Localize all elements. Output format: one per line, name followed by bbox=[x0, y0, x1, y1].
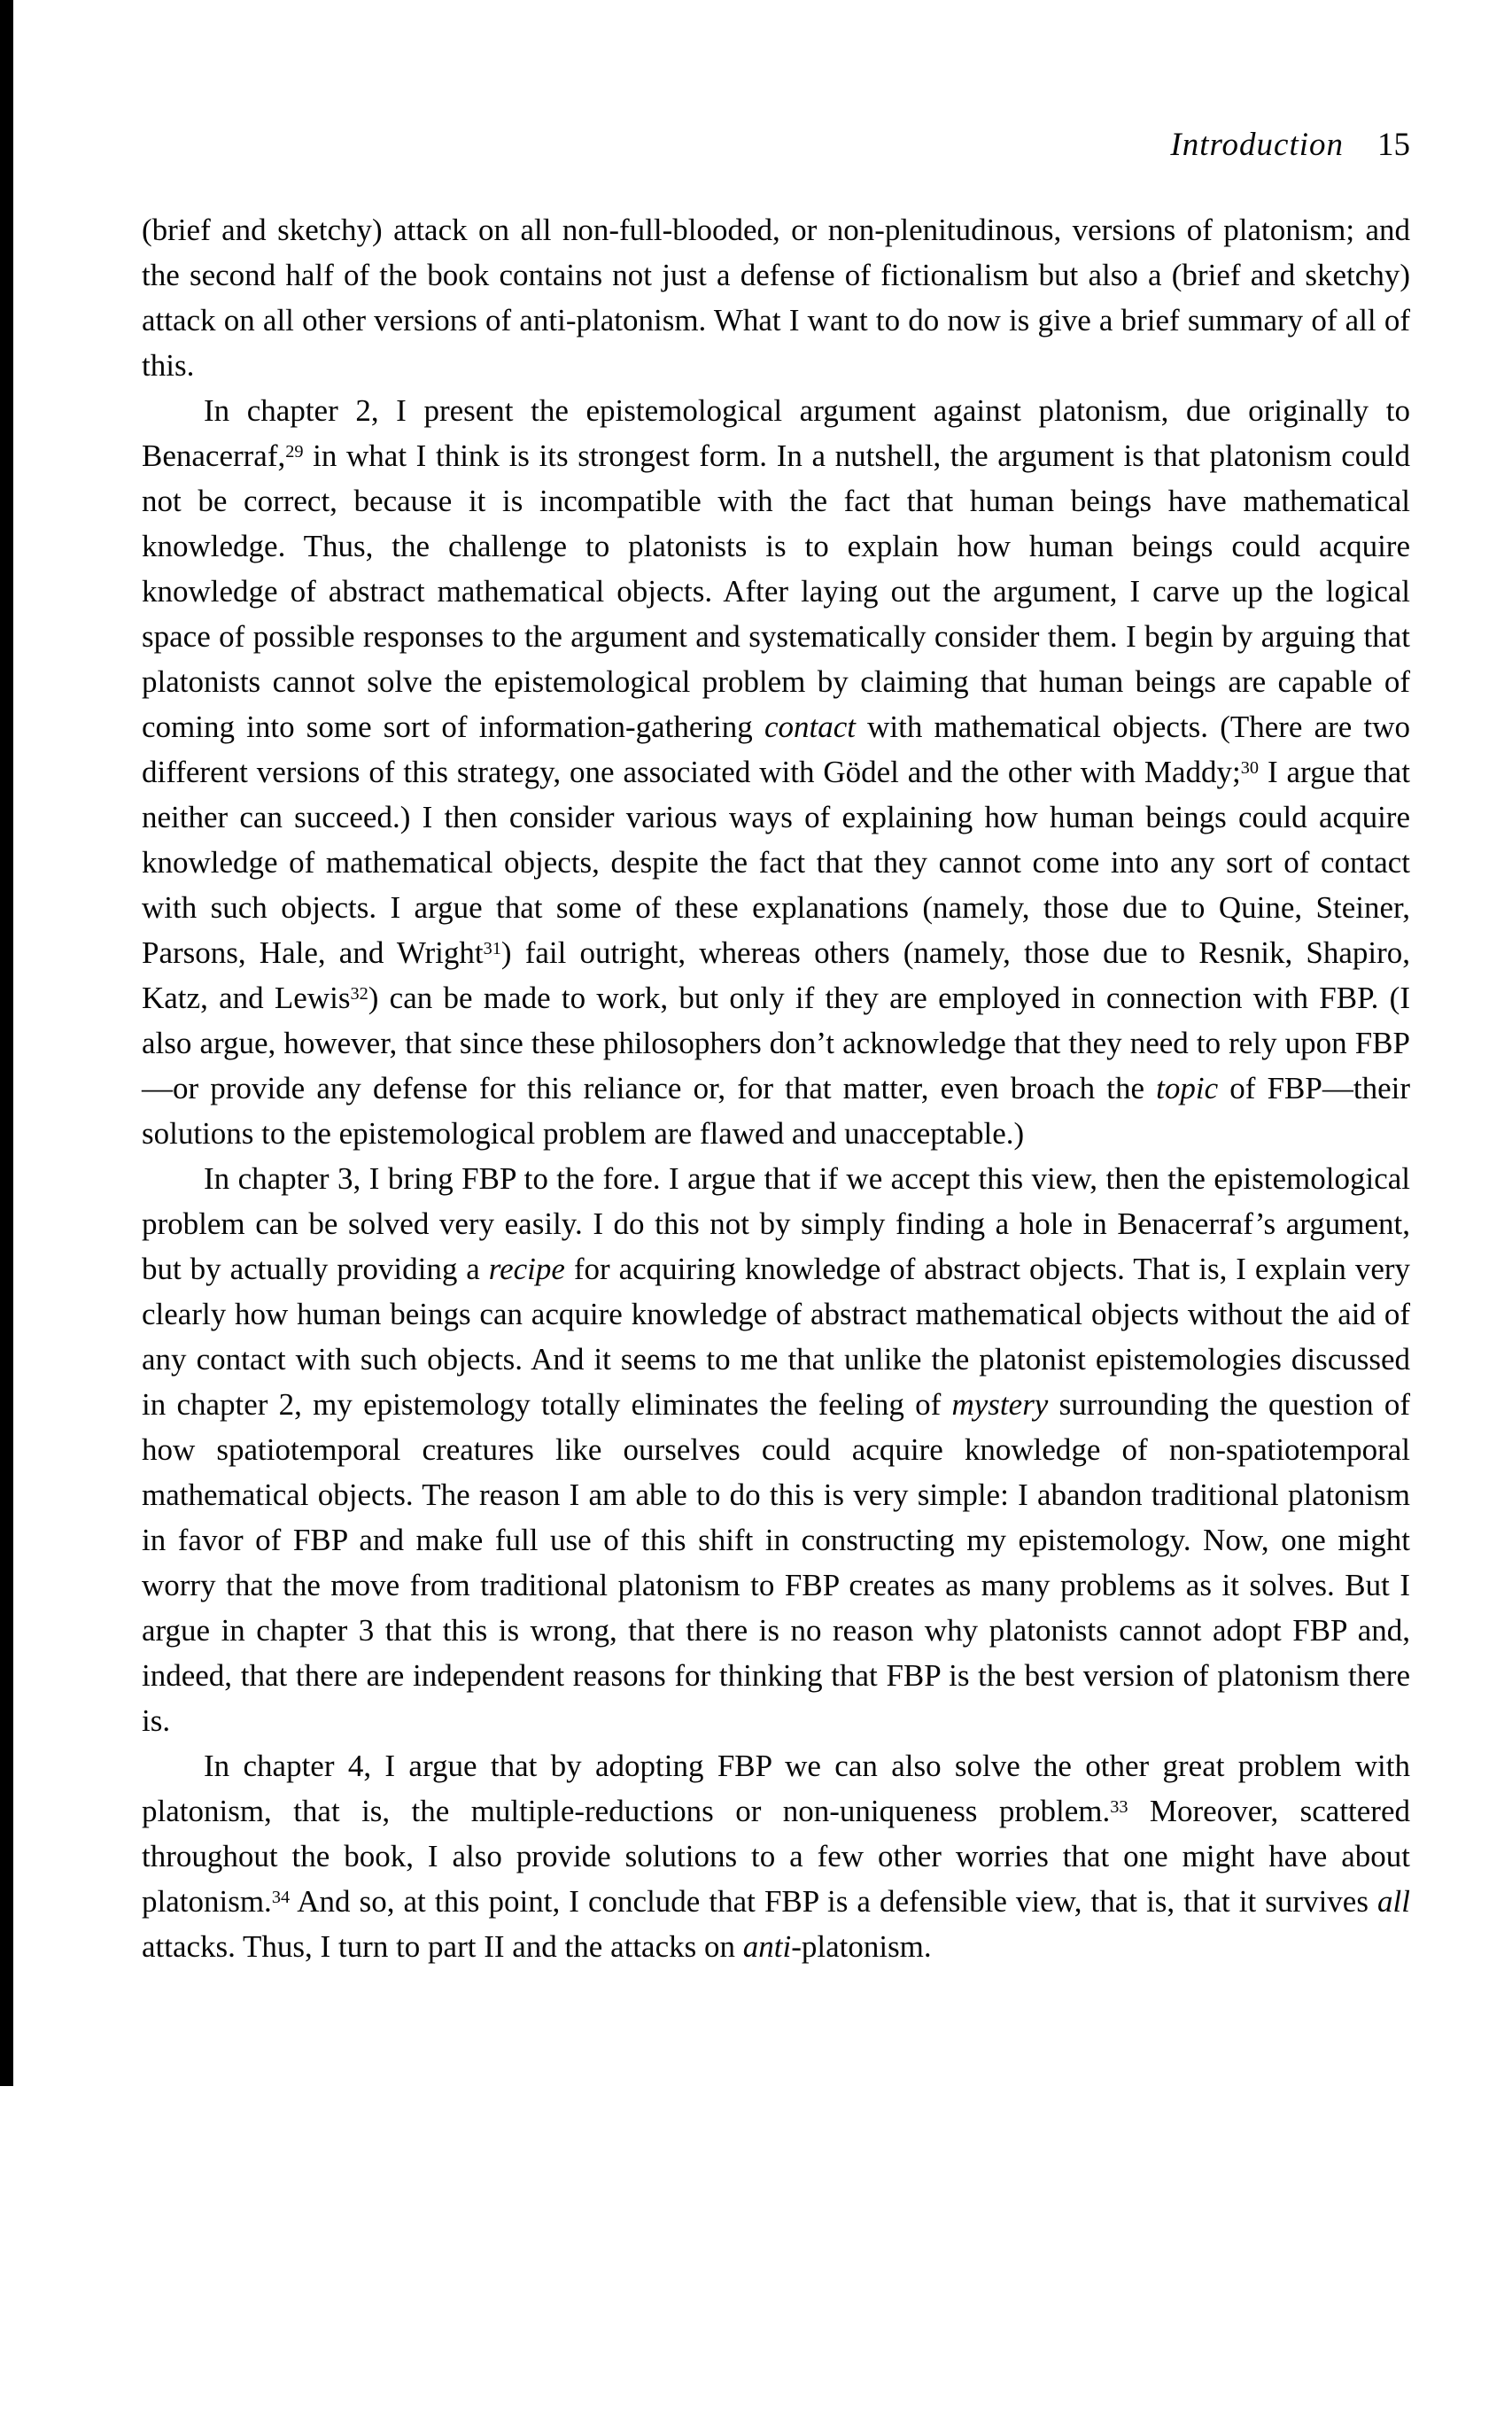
footnote-marker: 30 bbox=[1240, 757, 1260, 778]
text-run: (brief and sketchy) attack on all non-full-blooded, or non-plenitudinous, versions of platonism; and the second half of the book contains not just a defense of fictionalism but also a (brief and sketchy) attack on all other versions of anti-platonism. What I want to do now is give a brief summary of all of this. bbox=[142, 213, 1410, 383]
body-text bbox=[142, 207, 1410, 1969]
text-run: In chapter 4, I argue that by adopting FBP we can also solve the other great problem with platonism, that is, the multiple-reductions or non-uniqueness problem. bbox=[142, 1749, 1410, 1828]
footnote-marker: 33 bbox=[1110, 1796, 1128, 1817]
text-run: of FBP—their solutions to the epistemological problem are flawed and unacceptable.) bbox=[142, 1071, 1410, 1151]
running-header bbox=[142, 126, 1410, 165]
paragraph bbox=[142, 388, 1410, 1156]
text-run: with mathematical objects. (There are two different versions of this strategy, one associated with Gödel and the other with Maddy; bbox=[142, 710, 1410, 789]
text-run: surrounding the question of how spatiotemporal creatures like ourselves could acquire knowledge of non-spatiotemporal mathematical objects. The reason I am able to do this is very simple: I abandon traditional platonism in favor of FBP and make full use of this shift in constructing my epistemology. Now, one might worry that the move from traditional platonism to FBP creates as many problems as it solves. But I argue in chapter 3 that this is wrong, that there is no reason why platonists cannot adopt FBP and, indeed, that there are independent reasons for thinking that FBP is the best version of platonism there is. bbox=[142, 1387, 1410, 1738]
text-run: attacks. Thus, I turn to part II and the attacks on bbox=[142, 1929, 743, 1964]
emphasis-text: all bbox=[1377, 1884, 1410, 1919]
paragraph bbox=[142, 207, 1410, 388]
page-number: 15 bbox=[1377, 127, 1410, 163]
scan-artifact-strip bbox=[0, 0, 13, 2086]
footnote-marker: 34 bbox=[271, 1887, 291, 1907]
footnote-marker: 32 bbox=[350, 983, 368, 1004]
text-run: -platonism. bbox=[791, 1929, 932, 1964]
text-run: in what I think is its strongest form. In a nutshell, the argument is that platonism could not be correct, because it is incompatible with the fact that human beings have mathematical knowledge. Thus, the challenge to platonists is to explain how human beings could acquire knowledge of abstract mathematical objects. After laying out the argument, I carve up the logical space of possible responses to the argument and systematically consider them. I begin by arguing that platonists cannot solve the epistemological problem by claiming that human beings are capable of coming into some sort of information-gathering bbox=[142, 438, 1410, 744]
emphasis-text: mystery bbox=[951, 1387, 1049, 1422]
paragraph bbox=[142, 1156, 1410, 1743]
text-run: And so, at this point, I conclude that FBP is a defensible view, that is, that it survives bbox=[290, 1884, 1378, 1919]
footnote-marker: 31 bbox=[483, 938, 501, 958]
text-run: In chapter 3, I bring FBP to the fore. I argue that if we accept this view, then the epistemological problem can be solved very easily. I do this not by simply finding a hole in Benacerraf’s argument, but by actually providing a bbox=[142, 1161, 1410, 1286]
text-run: for acquiring knowledge of abstract objects. That is, I explain very clearly how human beings can acquire knowledge of abstract mathematical objects without the aid of any contact with such objects. And it seems to me that unlike the platonist epistemologies discussed in chapter 2, my epistemology totally eliminates the feeling of bbox=[142, 1252, 1411, 1422]
emphasis-text: topic bbox=[1156, 1071, 1219, 1105]
emphasis-text: anti bbox=[742, 1929, 792, 1964]
text-run: ) can be made to work, but only if they are employed in connection with FBP. (I also argue, however, that since these philosophers don’t acknowledge that they need to rely upon FBP—or provide any defense for this reliance or, for that matter, even broach the bbox=[142, 981, 1410, 1105]
text-run: ) fail outright, whereas others (namely, those due to Resnik, Shapiro, Katz, and Lewis bbox=[142, 935, 1411, 1015]
text-run: I argue that neither can succeed.) I then consider various ways of explaining how human beings could acquire knowledge of mathematical objects, despite the fact that they cannot come into any sort of contact with such objects. I argue that some of these explanations (namely, those due to Quine, Steiner, Parsons, Hale, and Wright bbox=[142, 755, 1411, 970]
paragraph bbox=[142, 1743, 1410, 1969]
text-run: In chapter 2, I present the epistemological argument against platonism, due originally to Benacerraf, bbox=[142, 393, 1410, 473]
footnote-marker: 29 bbox=[285, 441, 304, 462]
running-header-title: Introduction bbox=[1170, 127, 1344, 163]
emphasis-text: contact bbox=[764, 710, 856, 744]
emphasis-text: recipe bbox=[488, 1252, 565, 1286]
text-run: Moreover, scattered throughout the book, I also provide solutions to a few other worries that one might have about platonism. bbox=[142, 1794, 1410, 1919]
